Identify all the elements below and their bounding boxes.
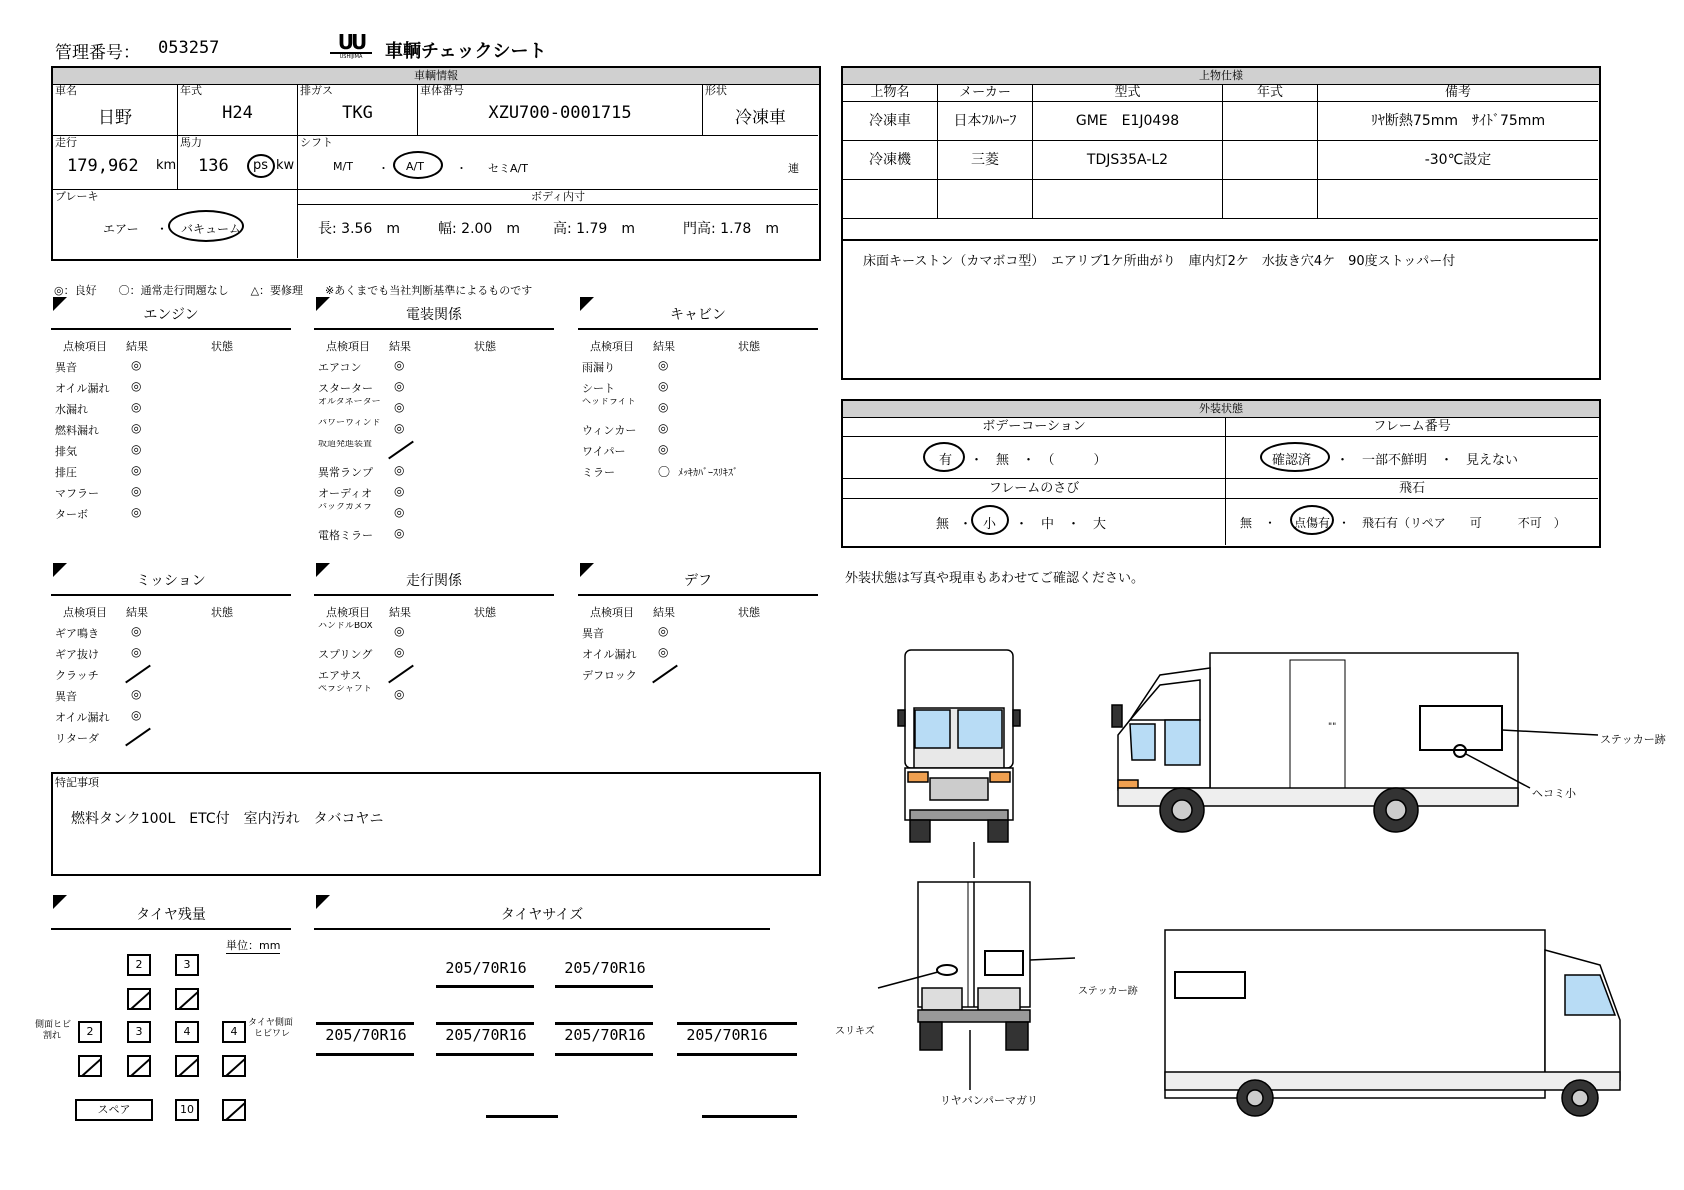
electric-item-name: エアコン [318, 361, 362, 374]
page-title: 車輌チェックシート [385, 41, 547, 62]
engine-col-header: 状態 [211, 340, 233, 353]
cabin-title: キャビン [578, 304, 818, 330]
label-dent: ヘコミ小 [1532, 787, 1576, 800]
body-no-cell: 車体番号 XZU700-0001715 [418, 84, 703, 136]
brake-vacuum: バキューム [181, 222, 242, 236]
stone-cell: 無 ・ 点傷有 ・ 飛石有（リペア 可 不可 ） [1226, 499, 1598, 545]
shift-at: A/T [406, 160, 424, 173]
mission-item-name: クラッチ [55, 669, 99, 682]
shape-value: 冷凍車 [735, 108, 786, 128]
notes-text: 燃料タンク100L ETC付 室内汚れ タバコヤニ [71, 811, 384, 827]
truck-rear-view [878, 842, 1075, 1090]
car-name: 日野 [98, 108, 132, 128]
truck-front-view [898, 650, 1020, 842]
upper-cell-model: TDJS35A-L2 [1033, 141, 1223, 180]
mission-item-result: ◎ [131, 624, 142, 638]
upper-cell-model [1033, 180, 1223, 219]
diff-item-result: ◎ [658, 645, 669, 659]
mission-col-header: 状態 [211, 606, 233, 619]
exterior-box: 外装状態 ボデーコーション フレーム番号 有 ・ 無 ・ （ ） 確認済 ・ 一部不鮮明 ・ 見えない フレームのさび 飛石 無 ・ 小 ・ 中 ・ 大 無 ・ 点傷有 ・ 飛石有（リペア 可 不可 ） [841, 399, 1601, 548]
spare-value: 10 [175, 1099, 199, 1121]
cabin-item-result: ◎ [658, 421, 669, 435]
tire-blank [222, 1099, 246, 1121]
engine-item-name: 水漏れ [55, 403, 88, 416]
running-item-result: ◎ [394, 624, 405, 638]
tire-size-rear-3: 205/70R16 [564, 1026, 646, 1044]
tire-front-left: 2 [127, 954, 151, 976]
tire-remain-title: タイヤ残量 [51, 904, 291, 930]
shift-cell: シフト M/T ・ A/T ・ セミA/T 連 [298, 136, 818, 190]
mileage: 179,962 [67, 156, 139, 176]
electric-item-result: ◎ [394, 526, 405, 540]
mission-item-name: 異音 [55, 690, 77, 703]
upper-spec-header: 上物仕様 [843, 68, 1599, 85]
upper-cell-maker [938, 180, 1033, 219]
tire-rear-4: 4 [222, 1021, 246, 1043]
running-item-name: ハンドルBOX [318, 622, 373, 631]
body-height: 1.79 [576, 221, 608, 237]
upper-cell-model: GME E1J0498 [1033, 102, 1223, 141]
running-item-name: ペラシャフト [318, 685, 372, 694]
truck-diagrams [830, 620, 1630, 1125]
notes-box [51, 772, 821, 876]
mission-col-header: 結果 [126, 606, 148, 619]
upper-col-header: 備考 [1318, 84, 1598, 102]
exterior-header: 外装状態 [843, 401, 1599, 418]
electric-item-name: バックカメラ [318, 503, 373, 512]
upper-cell-note: -30℃設定 [1318, 141, 1598, 180]
engine-item-name: 排圧 [55, 466, 77, 479]
upper-cell-note: ﾘﾔ断熱75mm ｻｲﾄﾞ75mm [1318, 102, 1598, 141]
engine-col-header: 点検項目 [63, 340, 107, 353]
engine-item-name: 排気 [55, 445, 77, 458]
label-sticker: ステッカー跡 [1600, 733, 1666, 746]
engine-item-result: ◎ [131, 421, 142, 435]
engine-item-name: ターボ [55, 508, 88, 521]
running-item-name: スプリング [318, 648, 373, 661]
body-number: XZU700-0001715 [488, 103, 632, 123]
electric-item-name: パワーウィンド [318, 419, 381, 428]
tire-blank [175, 988, 199, 1010]
upper-cell-item [843, 180, 938, 219]
truck-side-view-right [1165, 930, 1620, 1116]
year-value: H24 [222, 103, 253, 123]
rust-circle [971, 505, 1009, 535]
diff-col-header: 状態 [738, 606, 760, 619]
electric-item-result: ◎ [394, 463, 405, 477]
upper-col-header: メーカー [938, 84, 1033, 102]
frame-confirmed: 確認済 [1272, 453, 1312, 468]
cabin-item-name: ワイパー [582, 445, 626, 458]
running-item-name: エアサス [318, 669, 362, 682]
upper-cell-year [1223, 141, 1318, 180]
tire-size-rear-2: 205/70R16 [445, 1026, 527, 1044]
cabin-item-name: 雨漏り [582, 361, 615, 374]
tire-unit: 単位：mm [226, 939, 281, 952]
electric-item-result: ◎ [394, 484, 405, 498]
tire-size-rear-4: 205/70R16 [686, 1026, 768, 1044]
cabin-col-header: 点検項目 [590, 340, 634, 353]
engine-title: エンジン [51, 304, 291, 330]
running-item-result: ◎ [394, 687, 405, 701]
electric-title: 電装関係 [314, 304, 554, 330]
upper-cell-year [1223, 180, 1318, 219]
cabin-col-header: 状態 [738, 340, 760, 353]
rust-small: 小 [983, 517, 997, 532]
truck-side-view [1112, 653, 1598, 832]
mgmt-number: 053257 [158, 38, 220, 58]
electric-item-name: 異常ランプ [318, 466, 373, 479]
running-item-result: ◎ [394, 645, 405, 659]
year-cell: 年式 H24 [178, 84, 298, 136]
shape-cell: 形状 冷凍車 [703, 84, 818, 136]
running-title: 走行関係 [314, 570, 554, 596]
cabin-col-header: 結果 [653, 340, 675, 353]
tire-front-right: 3 [175, 954, 199, 976]
mission-col-header: 点検項目 [63, 606, 107, 619]
electric-item-result: ◎ [394, 379, 405, 393]
electric-item-name: オルタネーター [318, 398, 381, 407]
cabin-item-result: ◎ [658, 358, 669, 372]
upper-cell-year [1223, 102, 1318, 141]
body-dim-cell: ボディ内寸 長: 3.56 m 幅: 2.00 m 高: 1.79 m 門高: 1.78 m [298, 190, 818, 258]
label-sticker-rear: ステッカー跡 [1078, 986, 1138, 997]
engine-item-result: ◎ [131, 463, 142, 477]
rust-cell: 無 ・ 小 ・ 中 ・ 大 [843, 499, 1226, 545]
electric-item-name: 坂道発進装置 [318, 440, 373, 449]
gas-value: TKG [342, 103, 373, 123]
body-width: 2.00 [461, 221, 493, 237]
electric-item-result: ◎ [394, 421, 405, 435]
electric-item-result: ◎ [394, 400, 405, 414]
upper-col-header: 年式 [1223, 84, 1318, 102]
upper-separator [843, 219, 1598, 241]
tire-rear-3: 4 [175, 1021, 199, 1043]
upper-remark: 床面キーストン（カマボコ型） エアリブ1ケ所曲がり 庫内灯2ケ 水抜き穴4ケ 90度ストッパー付 [863, 254, 1456, 269]
cabin-item-result: ◎ [658, 442, 669, 456]
upper-cell-item: 冷凍車 [843, 102, 938, 141]
mission-item-name: ギア抜け [55, 648, 99, 661]
upper-col-header: 型式 [1033, 84, 1223, 102]
upper-cell-note [1318, 180, 1598, 219]
electric-item-result: ◎ [394, 505, 405, 519]
electric-col-header: 状態 [474, 340, 496, 353]
tire-size-front-1: 205/70R16 [445, 959, 527, 977]
gate-height: 1.78 [720, 221, 752, 237]
engine-item-name: 燃料漏れ [55, 424, 99, 437]
tire-rear-2: 3 [127, 1021, 151, 1043]
mission-title: ミッション [51, 570, 291, 596]
cabin-item-name: ヘッドライト [582, 398, 636, 407]
diff-item-name: 異音 [582, 627, 604, 640]
vacuum-circle [168, 210, 244, 242]
cabin-item-state: ﾒｯｷｶﾊﾞｰｽﾘｷｽﾞ [678, 468, 738, 479]
diff-item-name: デフロック [582, 669, 637, 682]
engine-item-name: 異音 [55, 361, 77, 374]
horsepower: 136 [198, 156, 229, 176]
engine-col-header: 結果 [126, 340, 148, 353]
diff-title: デフ [578, 570, 818, 596]
mission-item-name: オイル漏れ [55, 711, 110, 724]
engine-item-result: ◎ [131, 505, 142, 519]
tire-blank [78, 1055, 102, 1077]
tire-blank [127, 988, 151, 1010]
mgmt-label: 管理番号： [55, 43, 140, 63]
label-scratch: スリキズ [835, 1026, 875, 1037]
electric-col-header: 結果 [389, 340, 411, 353]
mission-item-result: ◎ [131, 645, 142, 659]
cabin-item-result: 〇 [658, 465, 671, 479]
stone-circle [1290, 505, 1334, 535]
engine-item-name: オイル漏れ [55, 382, 110, 395]
tire-size-rear-1: 205/70R16 [325, 1026, 407, 1044]
engine-item-result: ◎ [131, 484, 142, 498]
stone-spot: 点傷有 [1294, 516, 1331, 530]
engine-item-name: マフラー [55, 487, 99, 500]
electric-item-result: ◎ [394, 358, 405, 372]
tire-rear-1: 2 [78, 1021, 102, 1043]
coat-yes: 有 [939, 453, 953, 468]
upper-col-header: 上物名 [843, 84, 938, 102]
running-col-header: 状態 [474, 606, 496, 619]
mileage-unit: km [156, 158, 177, 173]
running-col-header: 結果 [389, 606, 411, 619]
frame-cell: 確認済 ・ 一部不鮮明 ・ 見えない [1226, 437, 1598, 479]
electric-item-name: スターター [318, 382, 373, 395]
electric-item-name: オーディオ [318, 487, 373, 500]
diff-item-name: オイル漏れ [582, 648, 637, 661]
tire-blank [222, 1055, 246, 1077]
engine-item-result: ◎ [131, 442, 142, 456]
at-circle [393, 151, 443, 179]
car-name-cell: 車名 日野 [53, 84, 178, 136]
mission-item-result: ◎ [131, 687, 142, 701]
cabin-item-result: ◎ [658, 379, 669, 393]
engine-item-result: ◎ [131, 379, 142, 393]
spare-label: スペア [75, 1099, 153, 1121]
notes-label: 特記事項 [55, 776, 99, 789]
vehicle-info-box [51, 66, 821, 261]
tire-blank [127, 1055, 151, 1077]
running-col-header: 点検項目 [326, 606, 370, 619]
tire-size-front-2: 205/70R16 [564, 959, 646, 977]
mission-item-result: ◎ [131, 708, 142, 722]
legend: ◎：良好 〇：通常走行問題なし △：要修理 ※あくまでも当社判断基準によるものです [54, 284, 533, 297]
upper-cell-maker: 日本ﾌﾙﾊｰﾌ [938, 102, 1033, 141]
gas-cell: 排ガス TKG [298, 84, 418, 136]
upper-cell-item: 冷凍機 [843, 141, 938, 180]
frame-circle [1260, 442, 1330, 472]
cabin-item-name: ミラー [582, 466, 615, 479]
label-mark: "" [1328, 722, 1337, 732]
upper-cell-maker: 三菱 [938, 141, 1033, 180]
cabin-item-name: ウィンカー [582, 424, 637, 437]
tire-size-title: タイヤサイズ [314, 904, 770, 930]
brake-cell: ブレーキ エアー ・ バキューム [53, 190, 298, 258]
mission-item-name: ギア鳴き [55, 627, 99, 640]
vehicle-info-header: 車輌情報 [53, 68, 819, 85]
tire-blank [175, 1055, 199, 1077]
mission-item-name: リターダ [55, 732, 99, 745]
coat-cell: 有 ・ 無 ・ （ ） [843, 437, 1226, 479]
upper-spec-box [841, 66, 1601, 380]
coat-circle [923, 442, 965, 472]
label-rear-bumper: リヤバンパーマガリ [940, 1094, 1039, 1107]
cabin-item-name: シート [582, 382, 615, 395]
logo: UU USHIJIMA [330, 32, 372, 60]
horsepower-cell: 馬力 136 ps kw [178, 136, 298, 190]
engine-item-result: ◎ [131, 400, 142, 414]
cabin-item-result: ◎ [658, 400, 669, 414]
mileage-cell: 走行 179,962 km [53, 136, 178, 190]
exterior-note: 外装状態は写真や現車もあわせてご確認ください。 [845, 571, 1145, 586]
electric-item-name: 電格ミラー [318, 529, 373, 542]
diff-col-header: 点検項目 [590, 606, 634, 619]
engine-item-result: ◎ [131, 358, 142, 372]
electric-col-header: 点検項目 [326, 340, 370, 353]
diff-item-result: ◎ [658, 624, 669, 638]
body-length: 3.56 [341, 221, 373, 237]
ps-circle [247, 154, 275, 178]
diff-col-header: 結果 [653, 606, 675, 619]
